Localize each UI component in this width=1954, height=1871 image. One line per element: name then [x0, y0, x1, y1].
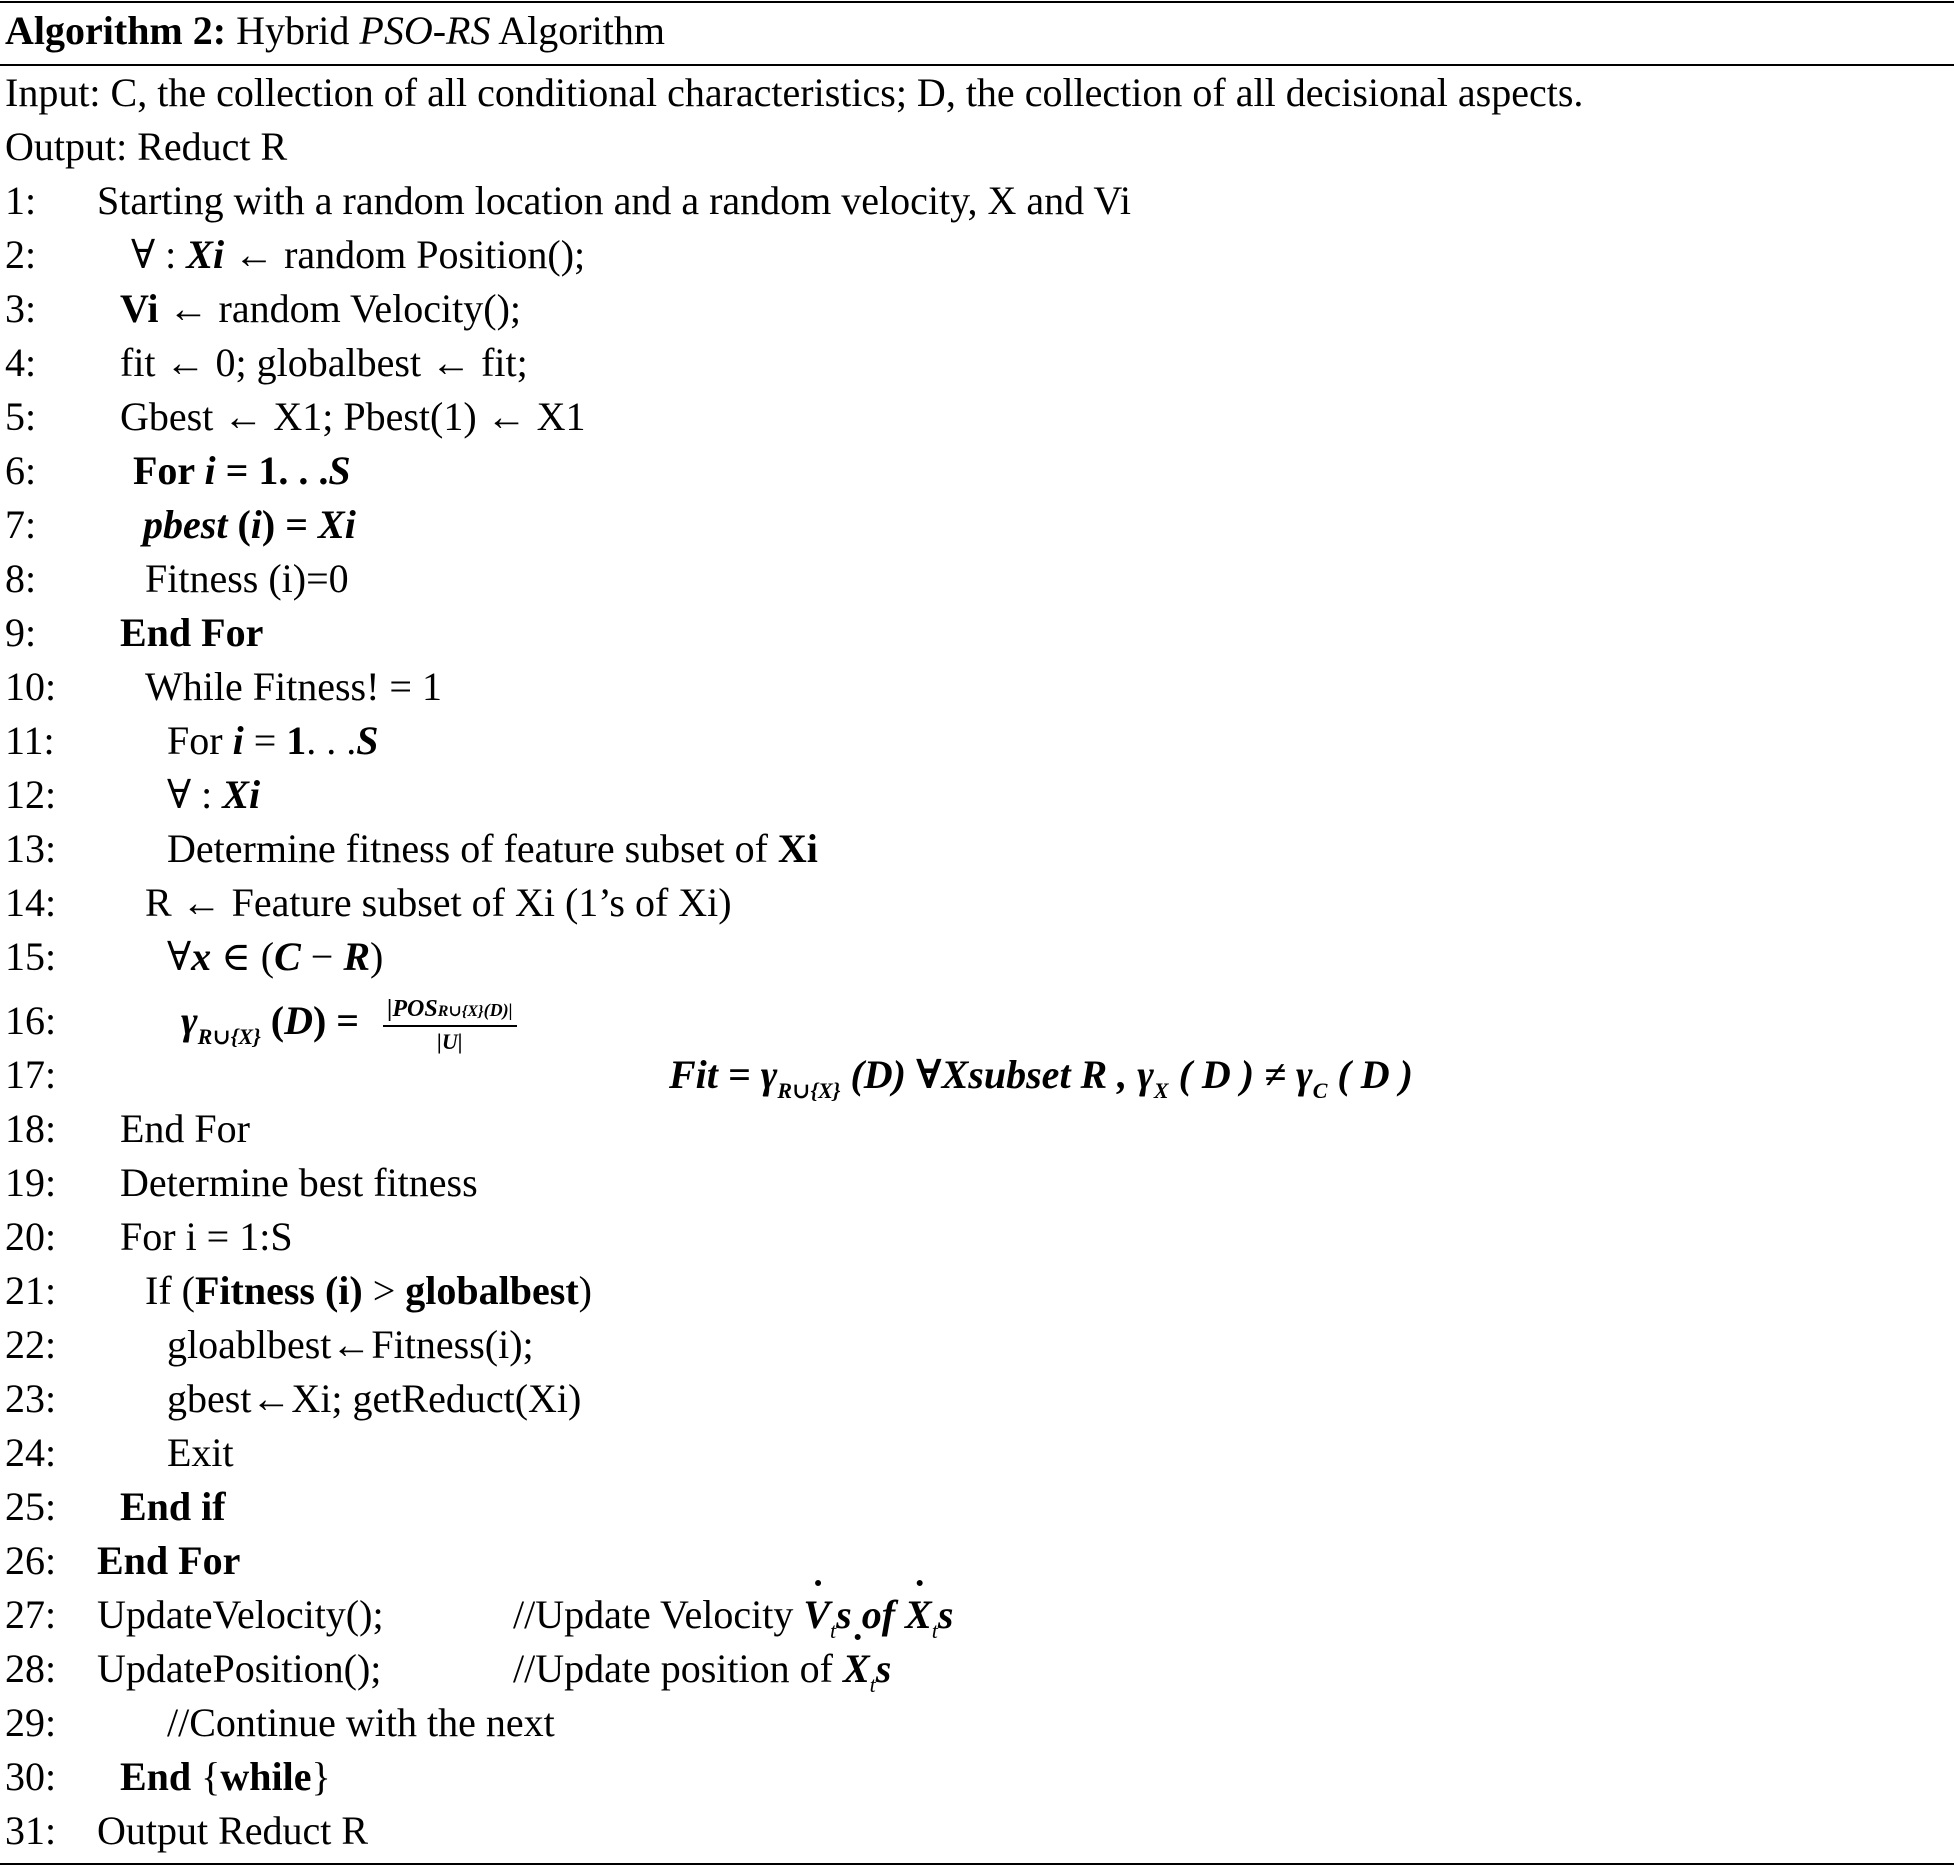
line-text: [120, 1750, 331, 1804]
var-v-dot: ˙ V: [803, 1588, 830, 1642]
line-number: 4:: [5, 340, 37, 385]
line-text: [167, 822, 818, 876]
paren-close: ): [578, 1268, 592, 1313]
keyword-end: End: [120, 1754, 192, 1799]
line-number: 22:: [5, 1322, 57, 1367]
var-i: i: [250, 502, 262, 547]
line-number: 25:: [5, 1484, 57, 1529]
line-number: 7:: [5, 502, 37, 547]
forall-symbol: ∀: [167, 934, 192, 979]
forall-symbol: ∀ :: [131, 232, 187, 277]
comment-s: s: [937, 1592, 954, 1637]
numerator-end: (D)|: [483, 999, 513, 1020]
line-text: Exit: [167, 1430, 234, 1475]
line-text: [133, 444, 351, 498]
var-r: R: [343, 934, 371, 979]
fit-end: ( D ): [1327, 1052, 1413, 1097]
var-x-dot: ˙ X: [843, 1642, 870, 1696]
var-v-subscript: t: [830, 1618, 837, 1643]
var-c: C: [274, 934, 301, 979]
algorithm-title-suffix: Algorithm: [498, 8, 665, 53]
gamma-subscript: R∪{X}: [777, 1078, 841, 1103]
var-xi: Xi: [318, 502, 356, 547]
gamma-c-symbol: γ: [1296, 1052, 1313, 1097]
line-text: End For: [120, 1106, 250, 1151]
fraction: [383, 997, 516, 1053]
comment-s-of: s of: [836, 1592, 906, 1637]
line-text: End For: [120, 610, 264, 655]
line-text: Output Reduct R: [97, 1808, 369, 1853]
line-text: Determine best fitness: [120, 1160, 478, 1205]
equals-text: =: [243, 718, 287, 763]
keyword-for: For: [133, 448, 205, 493]
line-text-rest: ← random Position();: [224, 232, 586, 277]
line-text: [131, 228, 585, 282]
line-number: 27:: [5, 1592, 57, 1637]
comment-text: //Update Velocity: [513, 1592, 804, 1637]
var-x-dot: ˙ X: [905, 1588, 932, 1642]
line-number: 21:: [5, 1268, 57, 1313]
fraction-denominator: |U|: [437, 1028, 463, 1054]
line-number: 6:: [5, 448, 37, 493]
line-number: 18:: [5, 1106, 57, 1151]
fitness-term: Fitness (i): [194, 1268, 363, 1313]
input-line: Input: C, the collection of all conditional characteristics; D, the collection of all decisional aspects.: [5, 70, 1584, 115]
line-number: 3:: [5, 286, 37, 331]
element-of-text: ∈ (: [211, 934, 275, 979]
keyword-if: If (: [145, 1268, 195, 1313]
var-xi: Xi: [186, 232, 225, 277]
line-text: [167, 768, 260, 822]
algorithm-title-name: PSO-RS: [359, 8, 491, 53]
equals-text: ) =: [312, 998, 370, 1043]
forall-symbol: ∀ :: [167, 772, 223, 817]
line-text: gbest←Xi; getReduct(Xi): [167, 1376, 582, 1421]
line-number: 1:: [5, 178, 37, 223]
line-text: UpdateVelocity();: [97, 1592, 384, 1637]
range-text: . . .: [306, 718, 357, 763]
top-rule: [0, 1, 1954, 3]
line-text: gloablbest←Fitness(i);: [167, 1322, 534, 1367]
line-text: For i = 1:S: [120, 1214, 293, 1259]
fit-label: Fit =: [669, 1052, 761, 1097]
line-number: 10:: [5, 664, 57, 709]
line-number: 24:: [5, 1430, 57, 1475]
line-comment: [513, 1642, 891, 1712]
brace-open: {: [191, 1754, 221, 1799]
line-number: 14:: [5, 880, 57, 925]
line-number: 20:: [5, 1214, 57, 1259]
start-value: 1: [286, 718, 307, 763]
line-number: 26:: [5, 1538, 57, 1583]
line-number: 11:: [5, 718, 55, 763]
line-number: 12:: [5, 772, 57, 817]
comment-text: //Update position of: [513, 1646, 843, 1691]
algorithm-title-prefix: Hybrid: [236, 8, 350, 53]
var-s: S: [328, 448, 351, 493]
line-text-rest: ← random Velocity();: [158, 286, 522, 331]
paren-open: (: [260, 998, 285, 1043]
line-number: 30:: [5, 1754, 57, 1799]
numerator-pos: |POS: [387, 995, 438, 1022]
line-number: 2:: [5, 232, 37, 277]
var-xi: Xi: [222, 772, 261, 817]
line-number: 17:: [5, 1052, 57, 1097]
fraction-numerator: [383, 997, 516, 1027]
keyword-while: while: [220, 1754, 312, 1799]
line-text: While Fitness! = 1: [145, 664, 442, 709]
line-number: 31:: [5, 1808, 57, 1853]
line-number: 5:: [5, 394, 37, 439]
var-x: x: [191, 934, 212, 979]
gamma-x-subscript: X: [1153, 1078, 1169, 1103]
algorithm-title: [5, 4, 665, 58]
greater-than: >: [362, 1268, 406, 1313]
line-text: R ← Feature subset of Xi (1’s of Xi): [145, 880, 732, 925]
line-number: 13:: [5, 826, 57, 871]
minus-text: −: [300, 934, 344, 979]
algorithm-label: Algorithm 2:: [5, 8, 227, 53]
line-number: 28:: [5, 1646, 57, 1691]
line-text: [145, 1264, 592, 1318]
var-pbest: pbest: [143, 502, 228, 547]
comment-s: s: [875, 1646, 892, 1691]
line-text: UpdatePosition();: [97, 1646, 382, 1691]
line-number: 8:: [5, 556, 37, 601]
line-text: Starting with a random location and a random velocity, X and Vi: [97, 178, 1132, 223]
numerator-subscript: R∪{X}: [437, 1002, 484, 1020]
bottom-rule: [0, 1863, 1954, 1865]
line-text: End if: [120, 1484, 226, 1529]
fit-neq: ( D ) ≠: [1168, 1052, 1297, 1097]
line-text: [143, 498, 356, 552]
gamma-symbol: γ: [181, 998, 198, 1043]
line-text: [120, 282, 521, 336]
globalbest-term: globalbest: [405, 1268, 579, 1313]
var-i: i: [232, 718, 244, 763]
formula-fit: [669, 1048, 1413, 1118]
output-line: Output: Reduct R: [5, 124, 288, 169]
line-text: fit ← 0; globalbest ← fit;: [120, 340, 528, 385]
gamma-subscript: R∪{X}: [197, 1024, 261, 1049]
range-text: = 1. . .: [215, 448, 329, 493]
var-vi: Vi: [120, 286, 159, 331]
gamma-symbol: γ: [760, 1052, 778, 1097]
var-s: S: [356, 718, 379, 763]
line-number: 16:: [5, 998, 57, 1043]
fit-mid: (D) ∀Xsubset R ,: [840, 1052, 1138, 1097]
gamma-c-subscript: C: [1312, 1078, 1328, 1103]
line-text: [167, 714, 379, 768]
line-text: Fitness (i)=0: [145, 556, 349, 601]
paren-close: ): [370, 934, 384, 979]
var-xi: Xi: [777, 826, 818, 871]
line-number: 23:: [5, 1376, 57, 1421]
line-number: 19:: [5, 1160, 57, 1205]
line-text: //Continue with the next: [167, 1700, 555, 1745]
formula-gamma: [181, 994, 517, 1064]
line-text: End For: [97, 1538, 241, 1583]
line-text-main: Determine fitness of feature subset of: [167, 826, 778, 871]
line-number: 29:: [5, 1700, 57, 1745]
line-number: 9:: [5, 610, 37, 655]
var-x-subscript: t: [869, 1672, 876, 1697]
equals-text: ) =: [261, 502, 319, 547]
gamma-x-symbol: γ: [1137, 1052, 1154, 1097]
paren-open: (: [227, 502, 251, 547]
var-x-subscript: t: [931, 1618, 938, 1643]
var-d: D: [284, 998, 313, 1043]
keyword-for: For: [167, 718, 233, 763]
line-number: 15:: [5, 934, 57, 979]
brace-close: }: [311, 1754, 331, 1799]
var-i: i: [204, 448, 216, 493]
line-text: Gbest ← X1; Pbest(1) ← X1: [120, 394, 586, 439]
line-text: [167, 930, 383, 984]
